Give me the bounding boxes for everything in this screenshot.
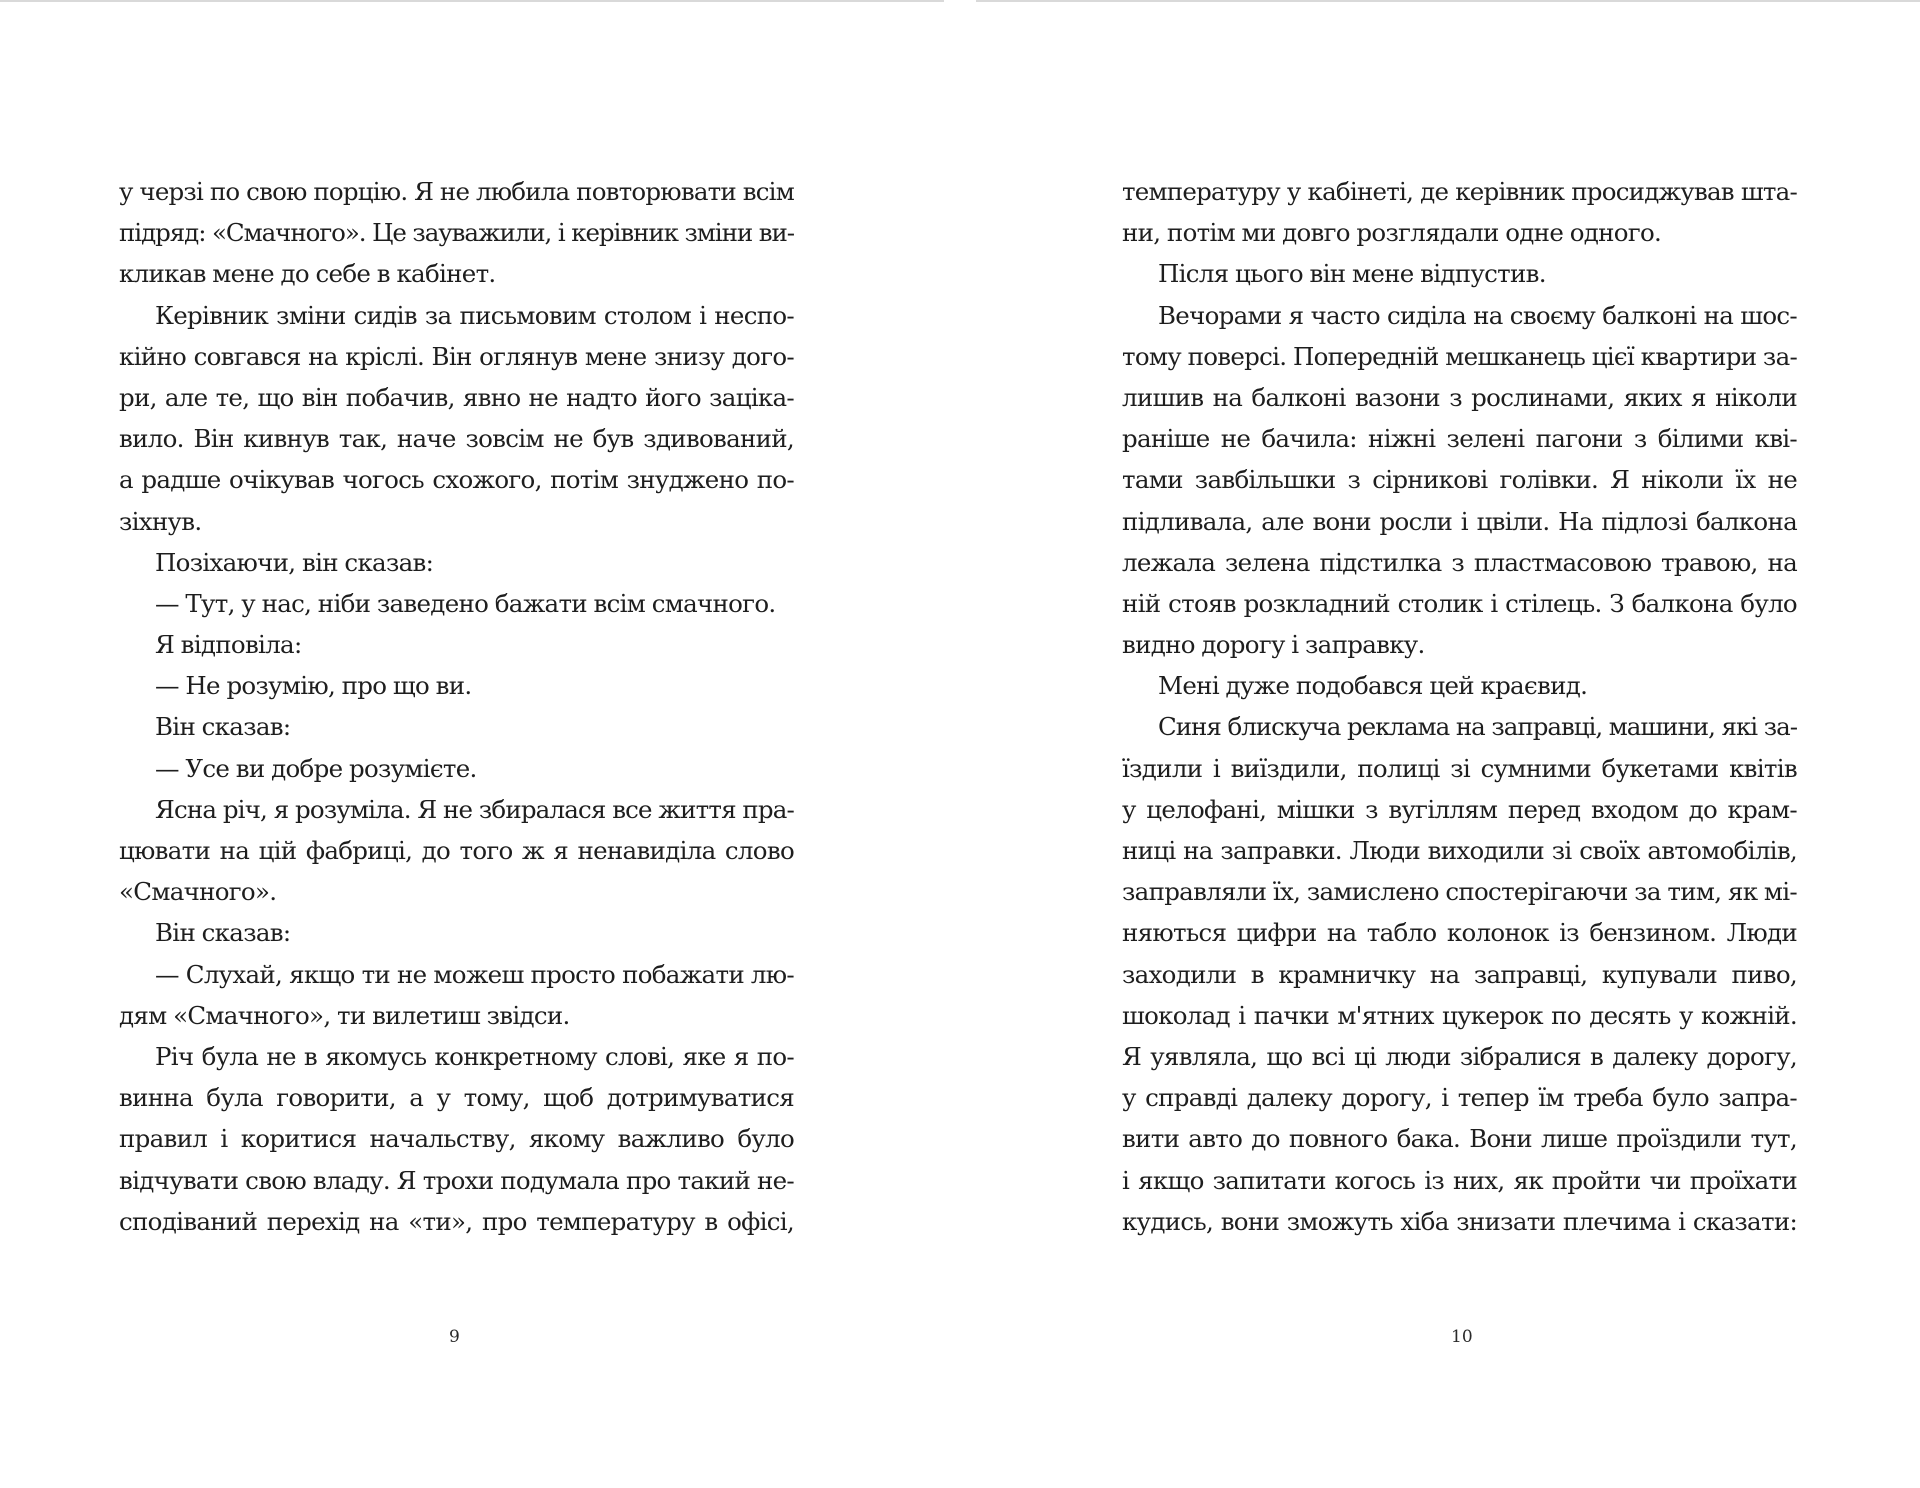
- text-line: Після цього він мене відпустив.: [1158, 259, 1546, 289]
- text-line: у справді далеку дорогу, і тепер їм треба було запра-: [1122, 1083, 1797, 1113]
- left-page: [0, 0, 944, 1488]
- text-line: кійно совгався на кріслі. Він оглянув мене знизу дого-: [119, 341, 794, 371]
- text-line: ни, потім ми довго розглядали одне одного.: [1122, 218, 1662, 248]
- text-line: кудись, вони зможуть хіба знизати плечима і сказати:: [1122, 1206, 1797, 1236]
- text-line: раніше не бачила: ніжні зелені пагони з білими кві-: [1122, 424, 1797, 454]
- text-line: тами завбільшки з сірникові голівки. Я ніколи їх не: [1122, 465, 1797, 495]
- right-page-text: [1122, 171, 1797, 1242]
- page-number: 9: [449, 1327, 460, 1347]
- text-line: Я відповіла:: [155, 630, 302, 660]
- text-line: відчувати свою владу. Я трохи подумала про такий не-: [119, 1165, 794, 1195]
- text-line: Керівник зміни сидів за письмовим столом і неспо-: [155, 300, 794, 330]
- right-page: [976, 0, 1920, 1488]
- text-line: «Смачного».: [119, 877, 277, 907]
- text-line: ри, але те, що він побачив, явно не надто його зацікa-: [119, 382, 794, 412]
- text-line: їздили і виїздили, полиці зі сумними букетами квітів: [1122, 753, 1797, 783]
- text-line: дям «Смачного», ти вилетиш звідси.: [119, 1000, 570, 1030]
- text-line: Ясна річ, я розуміла. Я не збиралася все життя пра-: [155, 794, 794, 824]
- text-line: сподіваний перехід на «ти», про температуру в офісі,: [119, 1206, 794, 1236]
- text-line: Він сказав:: [155, 918, 291, 948]
- text-line: вило. Він кивнув так, наче зовсім не був здивований,: [119, 424, 794, 454]
- text-line: Річ була не в якомусь конкретному слові, яке я по-: [155, 1041, 794, 1071]
- page-number: 10: [1451, 1327, 1473, 1347]
- text-line: а радше очікував чогось схожого, потім знуджено по-: [119, 465, 794, 495]
- text-line: температуру у кабінеті, де керівник просиджував шта-: [1122, 177, 1797, 206]
- text-line: цювати на цій фабриці, до того ж я ненавиділа слово: [119, 836, 794, 865]
- text-line: заправляли їх, замислено спостерігаючи за тим, як мі-: [1122, 877, 1797, 907]
- text-line: підливала, але вони росли і цвіли. На підлозі балкона: [1122, 506, 1797, 536]
- text-line: — Слухай, якщо ти не можеш просто побажати лю-: [155, 959, 794, 989]
- text-line: у черзі по свою порцію. Я не любила повторювати всім: [119, 177, 794, 206]
- text-line: лежала зелена підстилка з пластмасовою травою, на: [1122, 547, 1797, 577]
- text-line: Мені дуже подобався цей краєвид.: [1158, 671, 1588, 701]
- text-line: у целофані, мішки з вугіллям перед входом до крам-: [1122, 794, 1797, 824]
- text-line: — Усе ви добре розумієте.: [155, 753, 477, 783]
- text-line: Він сказав:: [155, 712, 291, 742]
- text-line: ній стояв розкладний столик і стілець. З балкона було: [1122, 588, 1797, 618]
- text-line: заходили в крамничку на заправці, купували пиво,: [1122, 959, 1797, 989]
- text-line: вити авто до повного бака. Вони лише проїздили тут,: [1122, 1124, 1797, 1154]
- text-line: кликав мене до себе в кабінет.: [119, 259, 496, 289]
- text-line: і якщо запитати когось із них, як пройти чи проїхати: [1122, 1165, 1797, 1195]
- text-line: — Тут, у нас, ніби заведено бажати всім смачного.: [155, 588, 776, 618]
- text-line: підряд: «Смачного». Це зауважили, і керівник зміни ви-: [119, 218, 794, 248]
- text-line: видно дорогу і заправку.: [1122, 630, 1425, 660]
- text-line: Позіхаючи, він сказав:: [155, 547, 434, 577]
- text-line: Вечорами я часто сиділа на своєму балконі на шос-: [1158, 300, 1797, 330]
- text-line: тому поверсі. Попередній мешканець цієї квартири за-: [1122, 341, 1798, 371]
- text-line: няються цифри на табло колонок із бензином. Люди: [1122, 918, 1797, 948]
- left-page-text: [119, 171, 794, 1242]
- text-line: Я уявляла, що всі ці люди зібралися в далеку дорогу,: [1122, 1041, 1797, 1071]
- text-line: Синя блискуча реклама на заправці, машини, які за-: [1158, 712, 1797, 742]
- text-line: правил і коритися начальству, якому важливо було: [119, 1124, 794, 1154]
- text-line: лишив на балконі вазони з рослинами, яких я ніколи: [1122, 382, 1797, 412]
- text-line: — Не розумію, про що ви.: [155, 671, 472, 701]
- text-line: шоколад і пачки м'ятних цукерок по десять у кожній.: [1122, 1000, 1797, 1030]
- text-line: зіхнув.: [119, 506, 202, 536]
- text-line: ниці на заправки. Люди виходили зі своїх автомобілів,: [1122, 836, 1797, 865]
- text-line: винна була говорити, а у тому, щоб дотримуватися: [119, 1083, 794, 1113]
